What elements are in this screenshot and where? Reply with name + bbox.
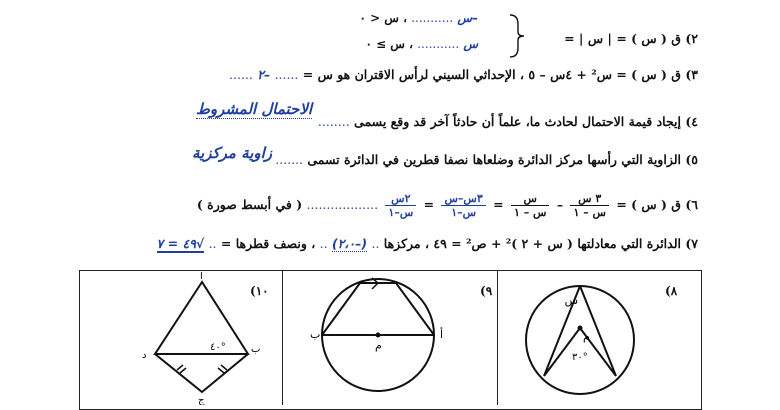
q4-answer: الاحتمال المشروط bbox=[196, 100, 313, 118]
q3-answer: –٢ bbox=[257, 67, 271, 82]
q4-text: إيجاد قيمة الاحتمال لحادث ما، علماً أن حادثاً آخر قد وقع يسمى bbox=[354, 114, 681, 129]
figure-8-angle: ٣٠° bbox=[572, 352, 588, 363]
q3-text: ق ( س ) = س² + ٤س – ٥ ، الإحداثي السيني لرأس الاقتران هو س = bbox=[302, 67, 681, 82]
q7-text-1: الدائرة التي معادلتها ( س + ٢ )² + ص² = ٤٩ ، مركزها bbox=[383, 236, 681, 251]
question-2 bbox=[564, 31, 698, 47]
figure-9-label: ٩) bbox=[480, 284, 493, 298]
question-6: ٦) ق ( س ) = $\frac{\text{٣ س}}{\text{س – ١}}$ – $\frac{\text{س}}{\text{س – ١}}$ = $\frac{\text{٣س–س}}{\text{س–١}}$ = $\frac{\text{٢س}}{\text{س–١}}$ .................. ( في أبسط صورة ) bbox=[196, 192, 698, 219]
q7-text-2: ، ونصف قطرها = bbox=[220, 236, 316, 251]
q2-case-2 bbox=[365, 37, 478, 51]
q3-number: ٣) bbox=[685, 67, 698, 82]
q2-expression: ق ( س ) = | س | = bbox=[564, 31, 681, 46]
q6-minus: – bbox=[556, 197, 564, 212]
figure-10-point-left: ب bbox=[251, 344, 260, 355]
figure-9-center-label: م bbox=[375, 339, 382, 352]
figure-8-center-label: م bbox=[583, 330, 590, 343]
q6-handwritten-step1: $\frac{\text{٣س–س}}{\text{س–١}}$ bbox=[441, 192, 485, 219]
q6-term1: $\frac{\text{٣ س}}{\text{س – ١}}$ bbox=[570, 192, 609, 219]
q6-equals-1: = bbox=[493, 197, 504, 212]
q6-term2: $\frac{\text{س}}{\text{س – ١}}$ bbox=[511, 192, 550, 219]
figure-divider-1 bbox=[282, 270, 283, 405]
figure-10-label: ١٠) bbox=[250, 284, 269, 298]
q7-center-answer: (–٢،٠) bbox=[331, 236, 368, 251]
figure-8-center-dot bbox=[578, 326, 583, 331]
q6-lhs: ق ( س ) = bbox=[616, 197, 681, 212]
figure-divider-2 bbox=[497, 270, 498, 405]
question-3: ٣) ق ( س ) = س² + ٤س – ٥ ، الإحداثي السيني لرأس الاقتران هو س = ...... –٢ ...... bbox=[229, 67, 698, 82]
q6-number: ٦) bbox=[685, 197, 698, 212]
q2-case1-cond: ، س < ٠ bbox=[359, 11, 407, 25]
q5-number: ٥) bbox=[685, 152, 698, 167]
figure-9-point-left: أ bbox=[440, 328, 444, 341]
figure-10-angle: ٤٠° bbox=[210, 342, 226, 353]
q2-case1-value: –س bbox=[457, 11, 478, 25]
question-5: ٥) الزاوية التي رأسها مركز الدائرة وضلعاها نصفا قطرين في الدائرة تسمى ....... bbox=[275, 152, 698, 167]
q2-case2-cond: ، س ≥ ٠ bbox=[365, 37, 413, 51]
q6-equals-2: = bbox=[423, 197, 435, 212]
question-7: ٧) الدائرة التي معادلتها ( س + ٢ )² + ص² = ٤٩ ، مركزها .. (–٢،٠) .. ، ونصف قطرها = .. √٤٩ = ٧ bbox=[156, 236, 698, 251]
figure-10-point-top: أ bbox=[200, 272, 203, 282]
q5-answer: زاوية مركزية bbox=[192, 144, 273, 162]
q6-handwritten-answer: $\frac{\text{٢س}}{\text{س–١}}$ bbox=[385, 192, 416, 219]
q7-number: ٧) bbox=[685, 236, 698, 251]
q4-number: ٤) bbox=[685, 114, 698, 129]
figure-9-diagram bbox=[300, 275, 460, 405]
figure-10-tick-marks bbox=[177, 365, 227, 373]
figure-9-point-right: ب bbox=[310, 328, 321, 341]
figure-8-diagram bbox=[520, 278, 640, 403]
q3-dots: ...... bbox=[274, 67, 299, 82]
q7-radius-answer: √٤٩ = ٧ bbox=[156, 236, 205, 251]
figure-8-point-top: س bbox=[564, 294, 578, 307]
figure-9-triangle bbox=[322, 283, 434, 335]
q5-text: الزاوية التي رأسها مركز الدائرة وضلعاها نصفا قطرين في الدائرة تسمى bbox=[307, 152, 681, 167]
q2-case1-dots: ........... bbox=[411, 11, 454, 25]
figure-9-center-dot bbox=[376, 333, 381, 338]
q2-case-1 bbox=[359, 11, 478, 25]
q2-case2-dots: ........... bbox=[417, 37, 460, 51]
figure-10-point-bottom: ج bbox=[198, 395, 205, 405]
figure-10-kite bbox=[155, 282, 248, 392]
q2-brace bbox=[506, 12, 528, 60]
figure-8-label: ٨) bbox=[665, 284, 678, 298]
q6-suffix: ( في أبسط صورة ) bbox=[196, 197, 303, 212]
question-4: ٤) إيجاد قيمة الاحتمال لحادث ما، علماً أن حادثاً آخر قد وقع يسمى ........ bbox=[317, 114, 698, 129]
figure-10-point-right: د bbox=[142, 350, 147, 361]
figure-10-diagram bbox=[140, 272, 260, 405]
q2-number: ٢) bbox=[685, 31, 698, 46]
figure-8-circle bbox=[526, 286, 634, 394]
q2-case2-value: س bbox=[463, 37, 478, 51]
